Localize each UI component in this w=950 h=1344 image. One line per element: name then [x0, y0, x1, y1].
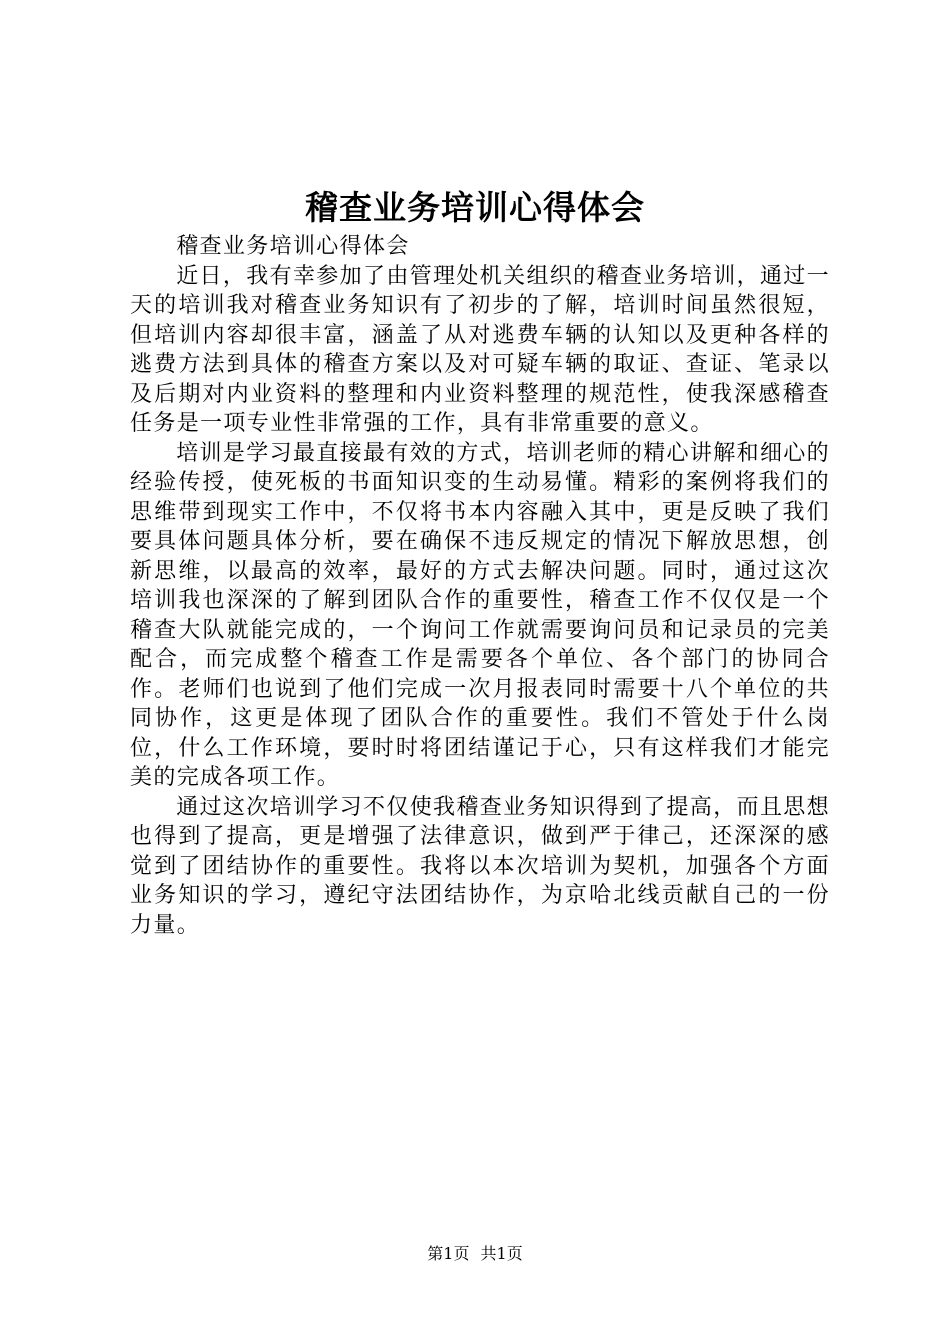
document-title: 稽查业务培训心得体会 [305, 188, 645, 227]
body-paragraph: 通过这次培训学习不仅使我稽查业务知识得到了提高，而且思想也得到了提高，更是增强了法律意识，做到严于律己，还深深的感觉到了团结协作的重要性。我将以本次培训为契机，加强各个方面业务知识的学习，遵纪守法团结协作，为京哈北线贡献自己的一份力量。 [130, 794, 830, 938]
page-total: 共1页 [480, 1244, 523, 1263]
document-body [130, 232, 830, 940]
body-paragraph: 培训是学习最直接最有效的方式，培训老师的精心讲解和细心的经验传授，使死板的书面知识变的生动易懂。精彩的案例将我们的思维带到现实工作中，不仅将书本内容融入其中，更是反映了我们要具体问题具体分析，要在确保不违反规定的情况下解放思想，创新思维，以最高的效率，最好的方式去解决问题。同时，通过这次培训我也深深的了解到团队合作的重要性，稽查工作不仅仅是一个稽查大队就能完成的，一个询问工作就需要询问员和记录员的完美配合，而完成整个稽查工作是需要各个单位、各个部门的协同合作。老师们也说到了他们完成一次月报表同时需要十八个单位的共同协作，这更是体现了团队合作的重要性。我们不管处于什么岗位，什么工作环境，要时时将团结谨记于心，只有这样我们才能完美的完成各项工作。 [130, 440, 830, 790]
body-paragraph: 近日，我有幸参加了由管理处机关组织的稽查业务培训，通过一天的培训我对稽查业务知识有了初步的了解，培训时间虽然很短，但培训内容却很丰富，涵盖了从对逃费车辆的认知以及更种各样的逃费方法到具体的稽查方案以及对可疑车辆的取证、查证、笔录以及后期对内业资料的整理和内业资料整理的规范性，使我深感稽查任务是一项专业性非常强的工作，具有非常重要的意义。 [130, 263, 830, 436]
page-footer [0, 1243, 950, 1265]
subtitle-paragraph: 稽查业务培训心得体会 [176, 234, 410, 259]
page-number: 第1页 [427, 1244, 470, 1263]
